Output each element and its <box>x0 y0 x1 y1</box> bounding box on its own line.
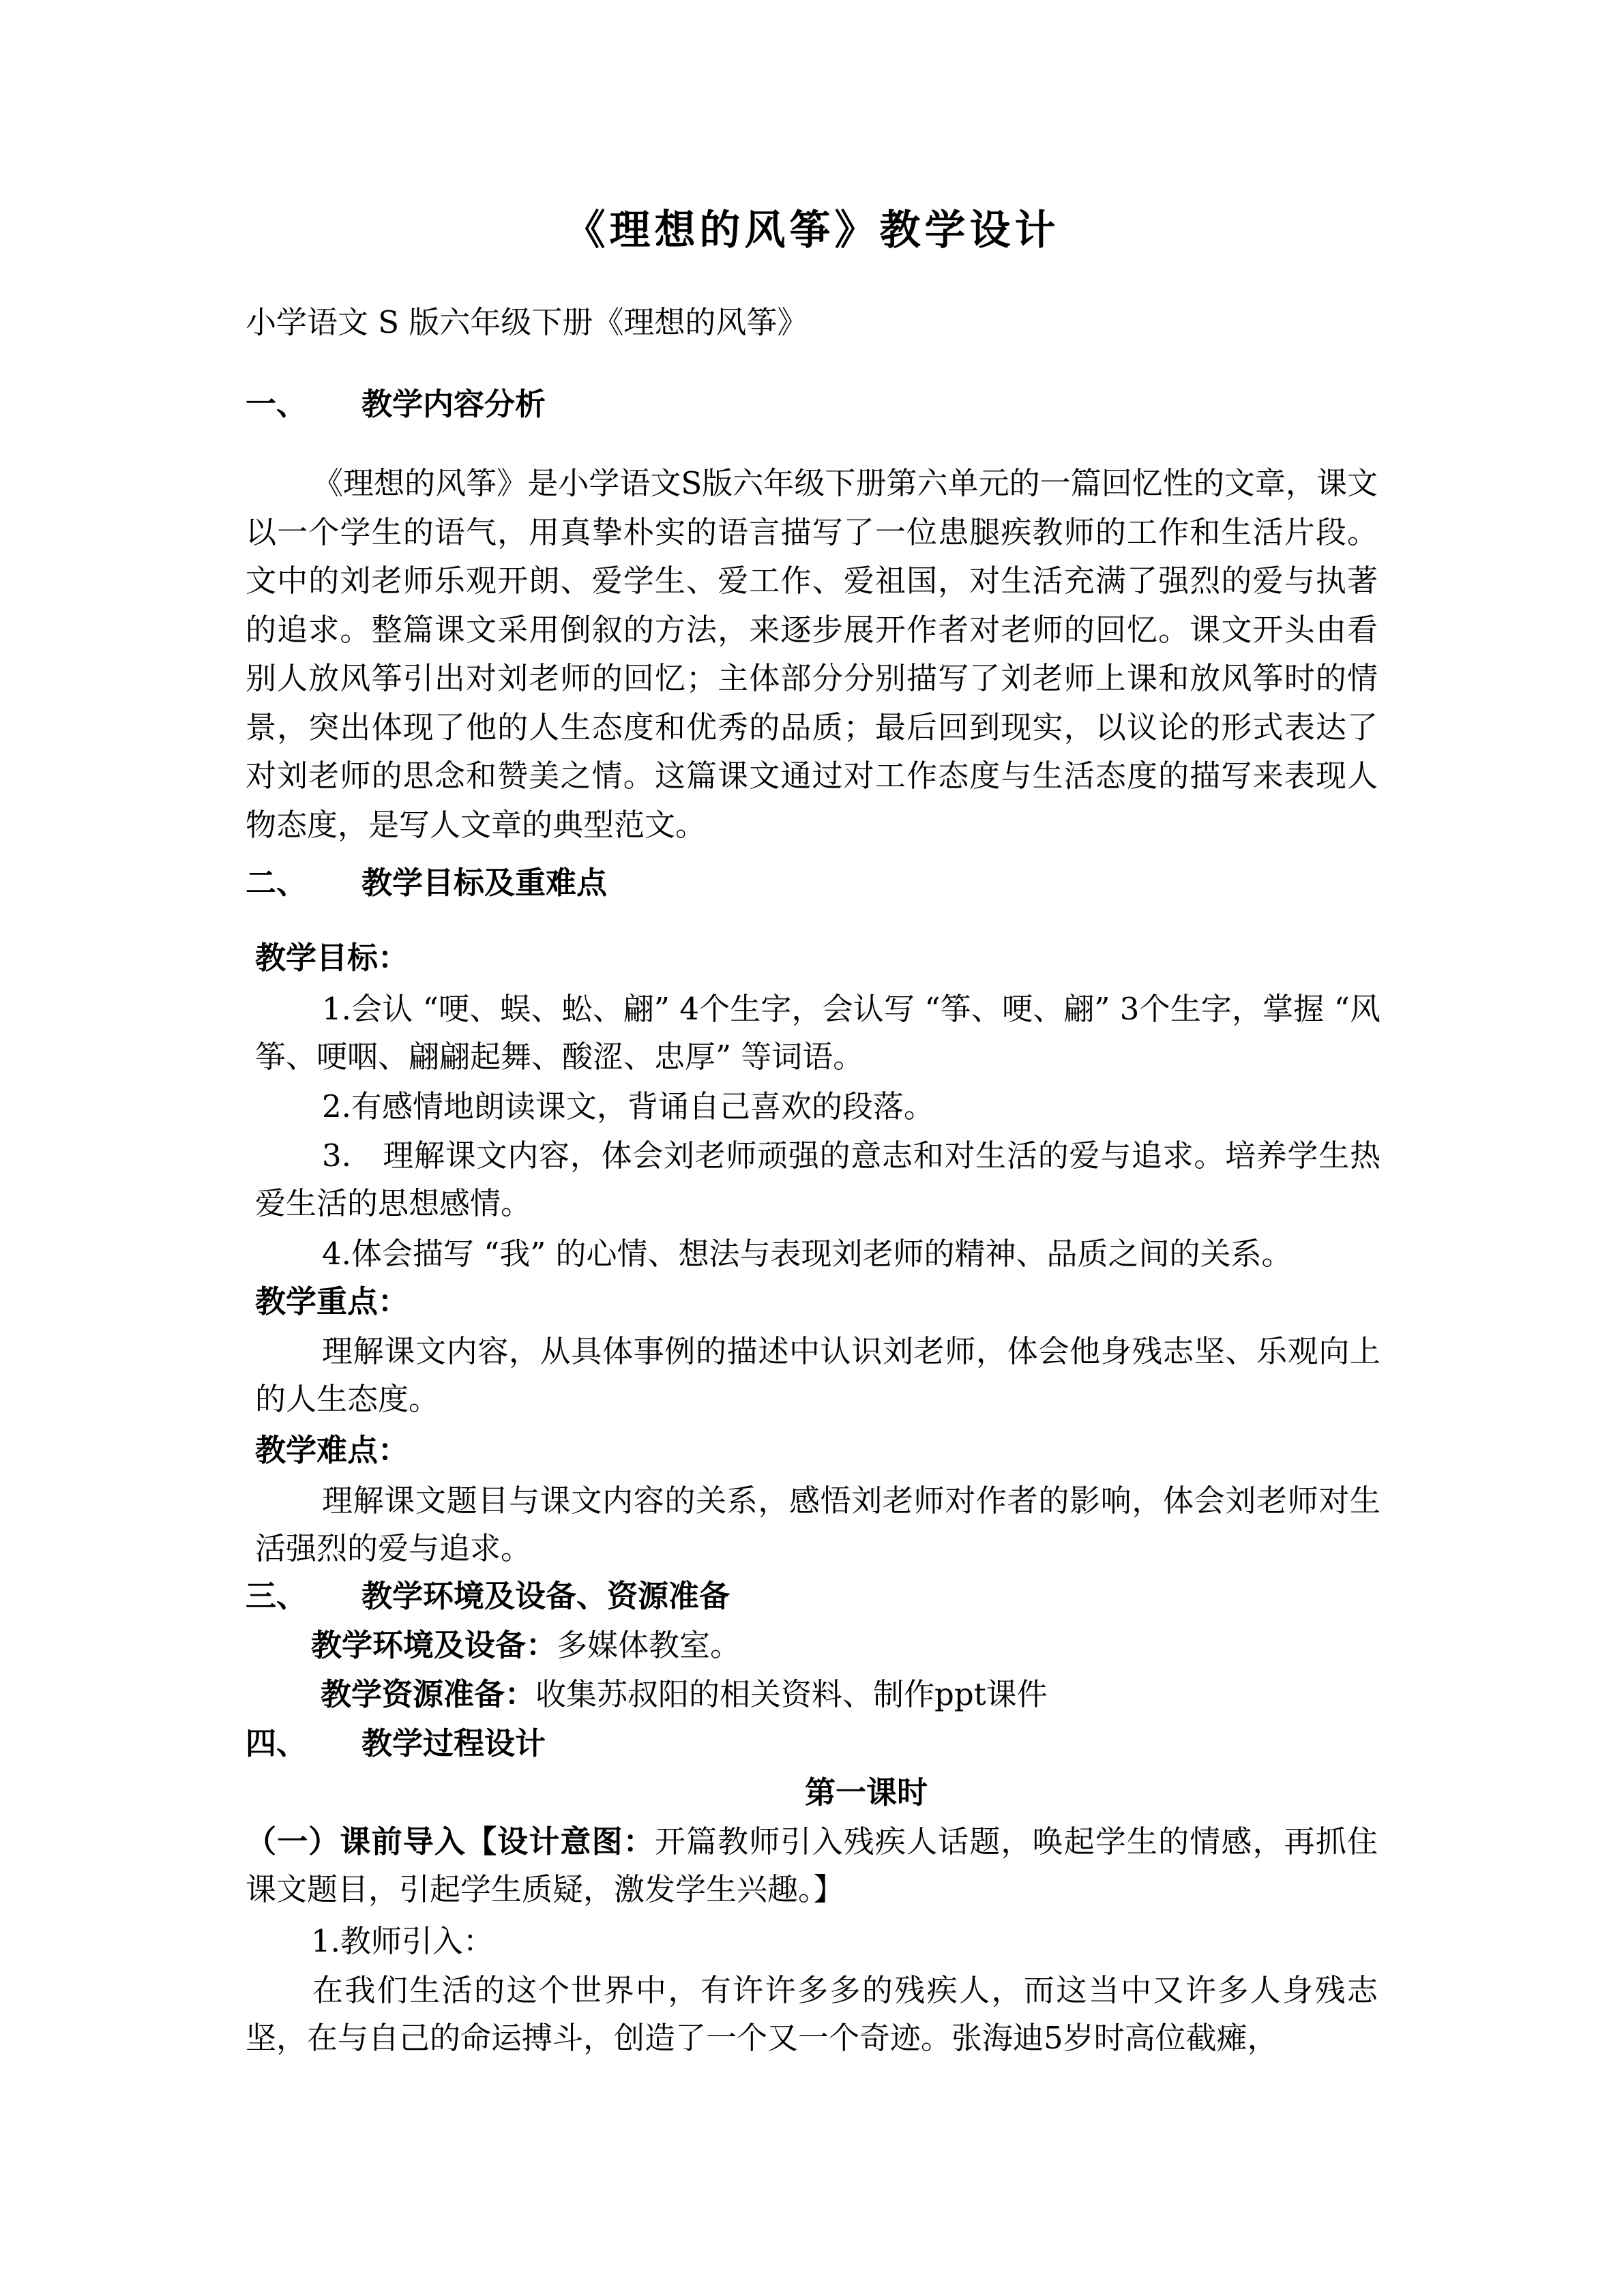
goals-label: 教学目标： <box>255 940 409 976</box>
environment-value: 多媒体教室。 <box>557 1627 741 1663</box>
part-label: （一）课前导入 <box>246 1823 466 1860</box>
section-title: 教学环境及设备、资源准备 <box>361 1578 730 1614</box>
key-point-label: 教学重点： <box>255 1283 409 1320</box>
section-title: 教学内容分析 <box>361 386 546 422</box>
difficult-point-text: 理解课文题目与课文内容的关系，感悟刘老师对作者的影响，体会刘老师对生活强烈的爱与追求。 <box>255 1482 1381 1566</box>
document-title: 《理想的风筝》教学设计 <box>564 207 1060 254</box>
resources-value: 收集苏叔阳的相关资料、制作ppt课件 <box>535 1676 1048 1712</box>
section-heading-2 <box>246 861 607 906</box>
goal-item-2: 2.有感情地朗读课文，背诵自己喜欢的段落。 <box>322 1088 934 1124</box>
difficult-point-label: 教学难点： <box>255 1432 409 1468</box>
step-1-label: 1.教师引入： <box>311 1923 494 1959</box>
section-number: 二、 <box>246 865 308 901</box>
key-point-text: 理解课文内容，从具体事例的描述中认识刘老师，体会他身残志坚、乐观向上的人生态度。 <box>255 1333 1381 1417</box>
lesson-title: 第一课时 <box>805 1774 928 1810</box>
section-heading-3 <box>246 1574 730 1619</box>
lesson-intro-paragraph <box>246 1818 1378 1913</box>
goal-item-1: 1.会认 “哽、蜈、蚣、翩” 4个生字，会认写 “筝、哽、翩” 3个生字，掌握 “风筝、哽咽、翩翩起舞、酸涩、忠厚” 等词语。 <box>255 991 1381 1075</box>
content-analysis-paragraph: 《理想的风筝》是小学语文S版六年级下册第六单元的一篇回忆性的文章，课文以一个学生的语气，用真挚朴实的语言描写了一位患腿疾教师的工作和生活片段。文中的刘老师乐观开朗、爱学生、爱工作、爱祖国，对生活充满了强烈的爱与执著的追求。整篇课文采用倒叙的方法，来逐步展开作者对老师的回忆。课文开头由看别人放风筝引出对刘老师的回忆；主体部分分别描写了刘老师上课和放风筝时的情景，突出体现了他的人生态度和优秀的品质；最后回到现实，以议论的形式表达了对刘老师的思念和赞美之情。这篇课文通过对工作态度与生活态度的描写来表现人物态度，是写人文章的典型范文。 <box>246 465 1378 843</box>
section-number: 三、 <box>246 1578 308 1614</box>
intent-label: 【设计意图： <box>466 1823 655 1860</box>
section-heading-1 <box>246 382 546 427</box>
section-title: 教学目标及重难点 <box>361 865 608 901</box>
goal-item-4: 4.体会描写 “我” 的心情、想法与表现刘老师的精神、品质之间的关系。 <box>322 1236 1293 1272</box>
environment-line <box>311 1623 741 1668</box>
intent-text: 开篇教师引入残疾人话题，唤起学生的情感，再抓住课文题目，引起学生质疑，激发学生兴趣。】 <box>246 1823 1378 1907</box>
goal-item-3: 3. 理解课文内容，体会刘老师顽强的意志和对生活的爱与追求。培养学生热爱生活的思想感情。 <box>255 1137 1381 1221</box>
resources-label: 教学资源准备： <box>321 1676 536 1712</box>
section-heading-4 <box>246 1721 546 1766</box>
resources-line <box>321 1672 1048 1717</box>
document-subtitle: 小学语文 S 版六年级下册《理想的风筝》 <box>246 304 808 340</box>
section-number: 一、 <box>246 386 308 422</box>
section-title: 教学过程设计 <box>361 1725 546 1761</box>
environment-label: 教学环境及设备： <box>311 1627 557 1663</box>
section-number: 四、 <box>246 1725 308 1761</box>
step-1-text: 在我们生活的这个世界中，有许许多多的残疾人，而这当中又许多人身残志坚，在与自己的命运搏斗，创造了一个又一个奇迹。张海迪5岁时高位截瘫， <box>246 1972 1378 2056</box>
